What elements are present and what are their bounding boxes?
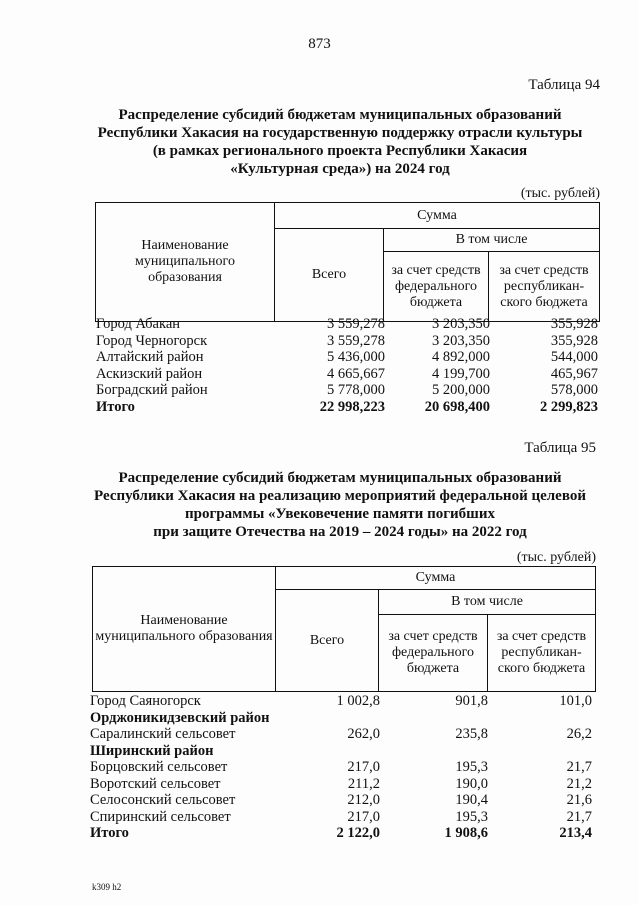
cell-federal: 5 200,000 — [432, 382, 490, 398]
cell-total: 3 559,278 — [327, 332, 385, 349]
table-94-body — [96, 316, 600, 415]
cell-republic: 26,2 — [566, 726, 592, 742]
table-row — [90, 776, 594, 793]
cell-name: Саралинский сельсовет — [90, 726, 236, 742]
cell-federal — [380, 710, 488, 727]
table-94-unit: (тыс. рублей) — [520, 186, 600, 201]
cell-federal: 235,8 — [455, 726, 488, 742]
header-sum: Сумма — [276, 567, 596, 590]
title-line: Республики Хакасия на реализацию мероприятий федеральной целевой — [94, 488, 586, 504]
cell-total: 262,0 — [347, 726, 380, 742]
cell-total: 5 778,000 — [327, 382, 385, 398]
table-row — [90, 710, 594, 727]
table-row — [90, 792, 594, 809]
cell-name: Орджоникидзевский район — [90, 709, 270, 726]
cell-federal: 3 203,350 — [432, 332, 490, 349]
title-line: (в рамках регионального проекта Республики Хакасия — [152, 143, 528, 159]
cell-total: 5 436,000 — [327, 349, 385, 365]
table-95-title — [60, 469, 620, 541]
table-row — [96, 349, 600, 366]
page-number: 873 — [308, 36, 331, 52]
cell-republic: 578,000 — [550, 382, 598, 398]
table-row — [90, 693, 594, 710]
table-row — [90, 809, 594, 826]
cell-republic: 21,2 — [566, 775, 592, 792]
header-federal: за счет средств федерального бюджета — [384, 252, 489, 322]
cell-name: Боградский район — [96, 382, 208, 398]
cell-name: Борцовский сельсовет — [90, 759, 228, 775]
table-row — [96, 399, 600, 416]
cell-federal: 195,3 — [455, 808, 488, 825]
table-95-header — [92, 566, 596, 692]
cell-republic: 21,7 — [566, 808, 592, 825]
header-name: Наименование муниципального образования — [93, 567, 276, 692]
footer-code: k309 h2 — [92, 882, 122, 892]
cell-total: 212,0 — [347, 792, 380, 808]
cell-total: 211,2 — [347, 775, 380, 792]
table-row — [96, 333, 600, 350]
header-including: В том числе — [379, 590, 596, 615]
table-94-label: Таблица 94 — [528, 77, 600, 93]
cell-federal: 901,8 — [455, 693, 488, 709]
cell-name: Город Абакан — [96, 316, 181, 332]
cell-name: Город Саяногорск — [90, 693, 201, 709]
title-line: при защите Отечества на 2019 – 2024 годы» на 2022 год — [153, 524, 527, 540]
cell-name: Итого — [90, 825, 129, 841]
cell-name: Город Черногорск — [96, 332, 208, 349]
cell-republic: 21,6 — [566, 792, 592, 808]
cell-name: Спиринский сельсовет — [90, 808, 231, 825]
title-line: Распределение субсидий бюджетам муниципальных образований — [118, 107, 562, 123]
table-95-unit: (тыс. рублей) — [516, 550, 596, 565]
title-line: «Культурная среда») на 2024 год — [230, 161, 450, 177]
cell-name: Ширинский район — [90, 742, 214, 759]
cell-republic: 355,928 — [550, 316, 598, 332]
cell-federal: 190,4 — [455, 792, 488, 808]
cell-federal: 20 698,400 — [424, 398, 490, 415]
cell-federal: 3 203,350 — [432, 316, 490, 332]
cell-republic: 355,928 — [550, 332, 598, 349]
cell-name: Итого — [96, 398, 135, 415]
cell-republic: 101,0 — [559, 693, 592, 709]
cell-republic: 213,4 — [559, 825, 592, 841]
title-line: Республики Хакасия на государственную поддержку отрасли культуры — [97, 125, 583, 141]
cell-republic: 21,7 — [566, 759, 592, 775]
table-row — [90, 759, 594, 776]
cell-republic: 544,000 — [550, 349, 598, 365]
cell-republic: 465,967 — [550, 365, 598, 382]
header-name: Наименование муниципального образования — [96, 203, 275, 322]
cell-total: 4 665,667 — [327, 365, 385, 382]
cell-name: Алтайский район — [96, 349, 204, 365]
cell-federal: 4 199,700 — [432, 365, 490, 382]
table-row — [96, 382, 600, 399]
cell-republic — [488, 710, 592, 727]
table-95-label: Таблица 95 — [524, 440, 596, 456]
cell-federal — [380, 743, 488, 760]
table-row — [90, 726, 594, 743]
cell-total — [270, 743, 380, 760]
cell-name: Воротский сельсовет — [90, 775, 221, 792]
cell-total: 217,0 — [347, 759, 380, 775]
table-94-header — [95, 202, 600, 322]
cell-republic: 2 299,823 — [540, 398, 598, 415]
table-row — [96, 316, 600, 333]
title-line: Распределение субсидий бюджетам муниципальных образований — [118, 470, 562, 486]
cell-total: 217,0 — [347, 808, 380, 825]
cell-total — [270, 710, 380, 727]
header-sum: Сумма — [275, 203, 600, 229]
table-row — [90, 743, 594, 760]
table-row — [96, 366, 600, 383]
cell-name: Селосонский сельсовет — [90, 792, 236, 808]
header-total: Всего — [276, 590, 379, 692]
cell-total: 1 002,8 — [336, 693, 380, 709]
cell-name: Аскизский район — [96, 365, 203, 382]
cell-total: 2 122,0 — [336, 825, 380, 841]
table-row — [90, 825, 594, 842]
header-republic: за счет средств республикан-ского бюджета — [488, 615, 596, 692]
table-94-title — [60, 106, 620, 178]
header-including: В том числе — [384, 229, 600, 252]
cell-total: 22 998,223 — [319, 398, 385, 415]
cell-total: 3 559,278 — [327, 316, 385, 332]
cell-federal: 1 908,6 — [444, 825, 488, 841]
title-line: программы «Увековечение памяти погибших — [185, 506, 495, 522]
header-federal: за счет средств федерального бюджета — [379, 615, 488, 692]
header-republic: за счет средств республикан-ского бюджета — [489, 252, 600, 322]
header-total: Всего — [275, 229, 384, 322]
cell-federal: 4 892,000 — [432, 349, 490, 365]
cell-federal: 190,0 — [455, 775, 488, 792]
cell-republic — [488, 743, 592, 760]
cell-federal: 195,3 — [455, 759, 488, 775]
table-95-body — [90, 693, 594, 842]
